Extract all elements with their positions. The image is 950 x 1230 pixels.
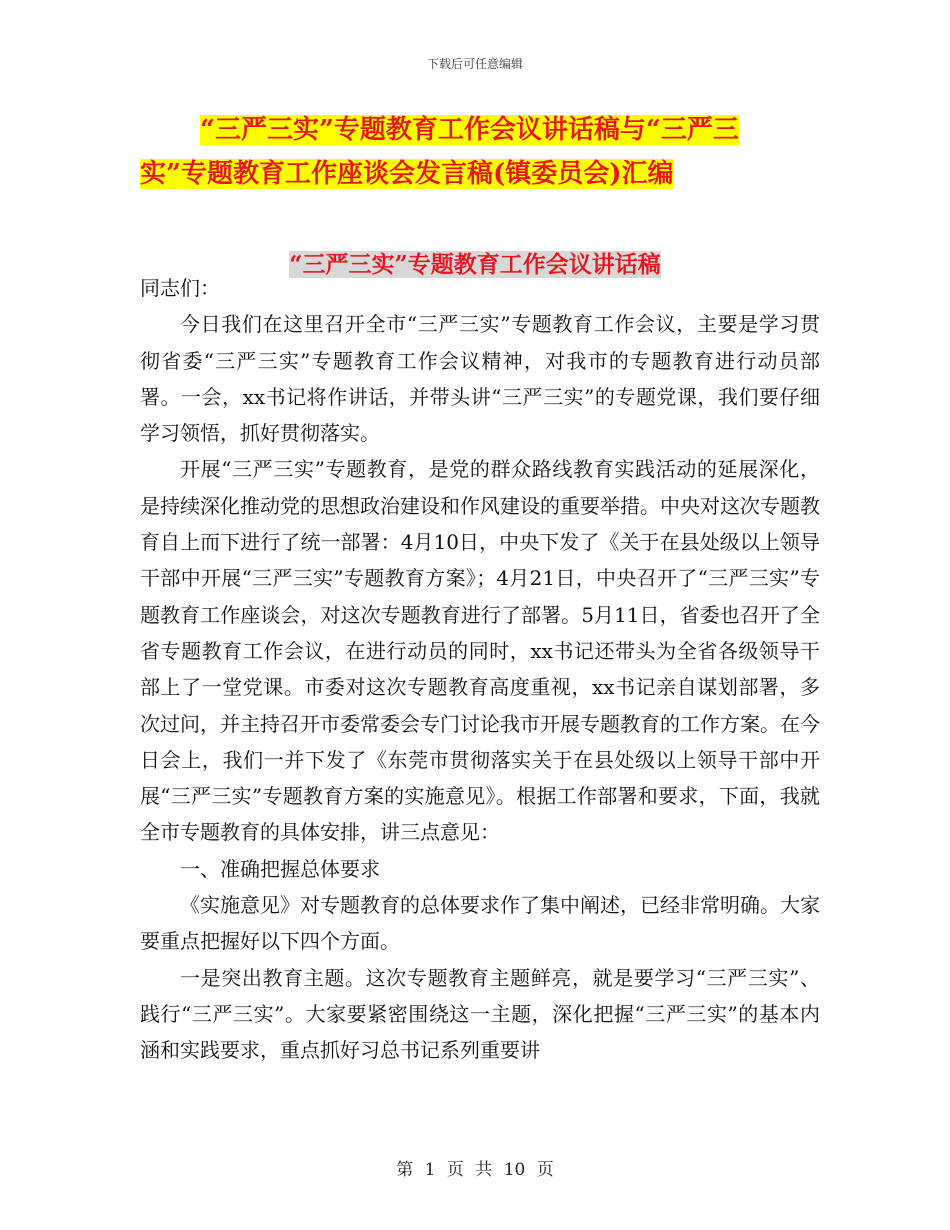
document-body [140,270,820,1069]
title-line-1-text: “三严三实”专题教育工作会议讲话稿与“三严三 [200,115,739,145]
header-note: 下载后可任意编辑 [426,57,523,71]
document-title [140,108,820,196]
page-footer: 第 1 页 共 10 页 [396,1160,554,1180]
paragraph: 今日我们在这里召开全市“三严三实”专题教育工作会议，主要是学习贯彻省委“三严三实”专题教育工作会议精神，对我市的专题教育进行动员部署。一会，xx书记将作讲话，并带头讲“三严三实”的专题党课，我们要仔细学习领悟，抓好贯彻落实。 [140,312,820,446]
salutation: 同志们： [140,276,220,300]
section-title-text: “三严三实”专题教育工作会议讲话稿 [289,251,661,278]
paragraph: 开展“三严三实”专题教育，是党的群众路线教育实践活动的延展深化，是持续深化推动党的思想政治建设和作风建设的重要举措。中央对这次专题教育自上而下进行了统一部署：4月10日，中央下发了《关于在县处级以上领导干部中开展“三严三实”专题教育方案》；4月21日，中央召开了“三严三实”专题教育工作座谈会，对这次专题教育进行了部署。5月11日，省委也召开了全省专题教育工作会议，在进行动员的同时，xx书记还带头为全省各级领导干部上了一堂党课。市委对这次专题教育高度重视，xx书记亲自谋划部署，多次过问，并主持召开市委常委会专门讨论我市开展专题教育的工作方案。在今日会上，我们一并下发了《东莞市贯彻落实关于在县处级以上领导干部中开展“三严三实”专题教育方案的实施意见》。根据工作部署和要求，下面，我就全市专题教育的具体安排，讲三点意见： [140,457,820,845]
document-title-line-1 [140,108,820,152]
paragraph: 一是突出教育主题。这次专题教育主题鲜亮，就是要学习“三严三实”、践行“三严三实”。大家要紧密围绕这一主题，深化把握“三严三实”的基本内涵和实践要求，重点抓好习总书记系列重要讲 [140,965,820,1063]
paragraph: 《实施意见》对专题教育的总体要求作了集中阐述，已经非常明确。大家要重点把握好以下四个方面。 [140,893,820,954]
paragraph-heading: 一、准确把握总体要求 [180,856,380,881]
title-line-2-text: 实”专题教育工作座谈会发言稿(镇委员会)汇编 [140,159,674,189]
document-title-line-2 [140,152,820,196]
